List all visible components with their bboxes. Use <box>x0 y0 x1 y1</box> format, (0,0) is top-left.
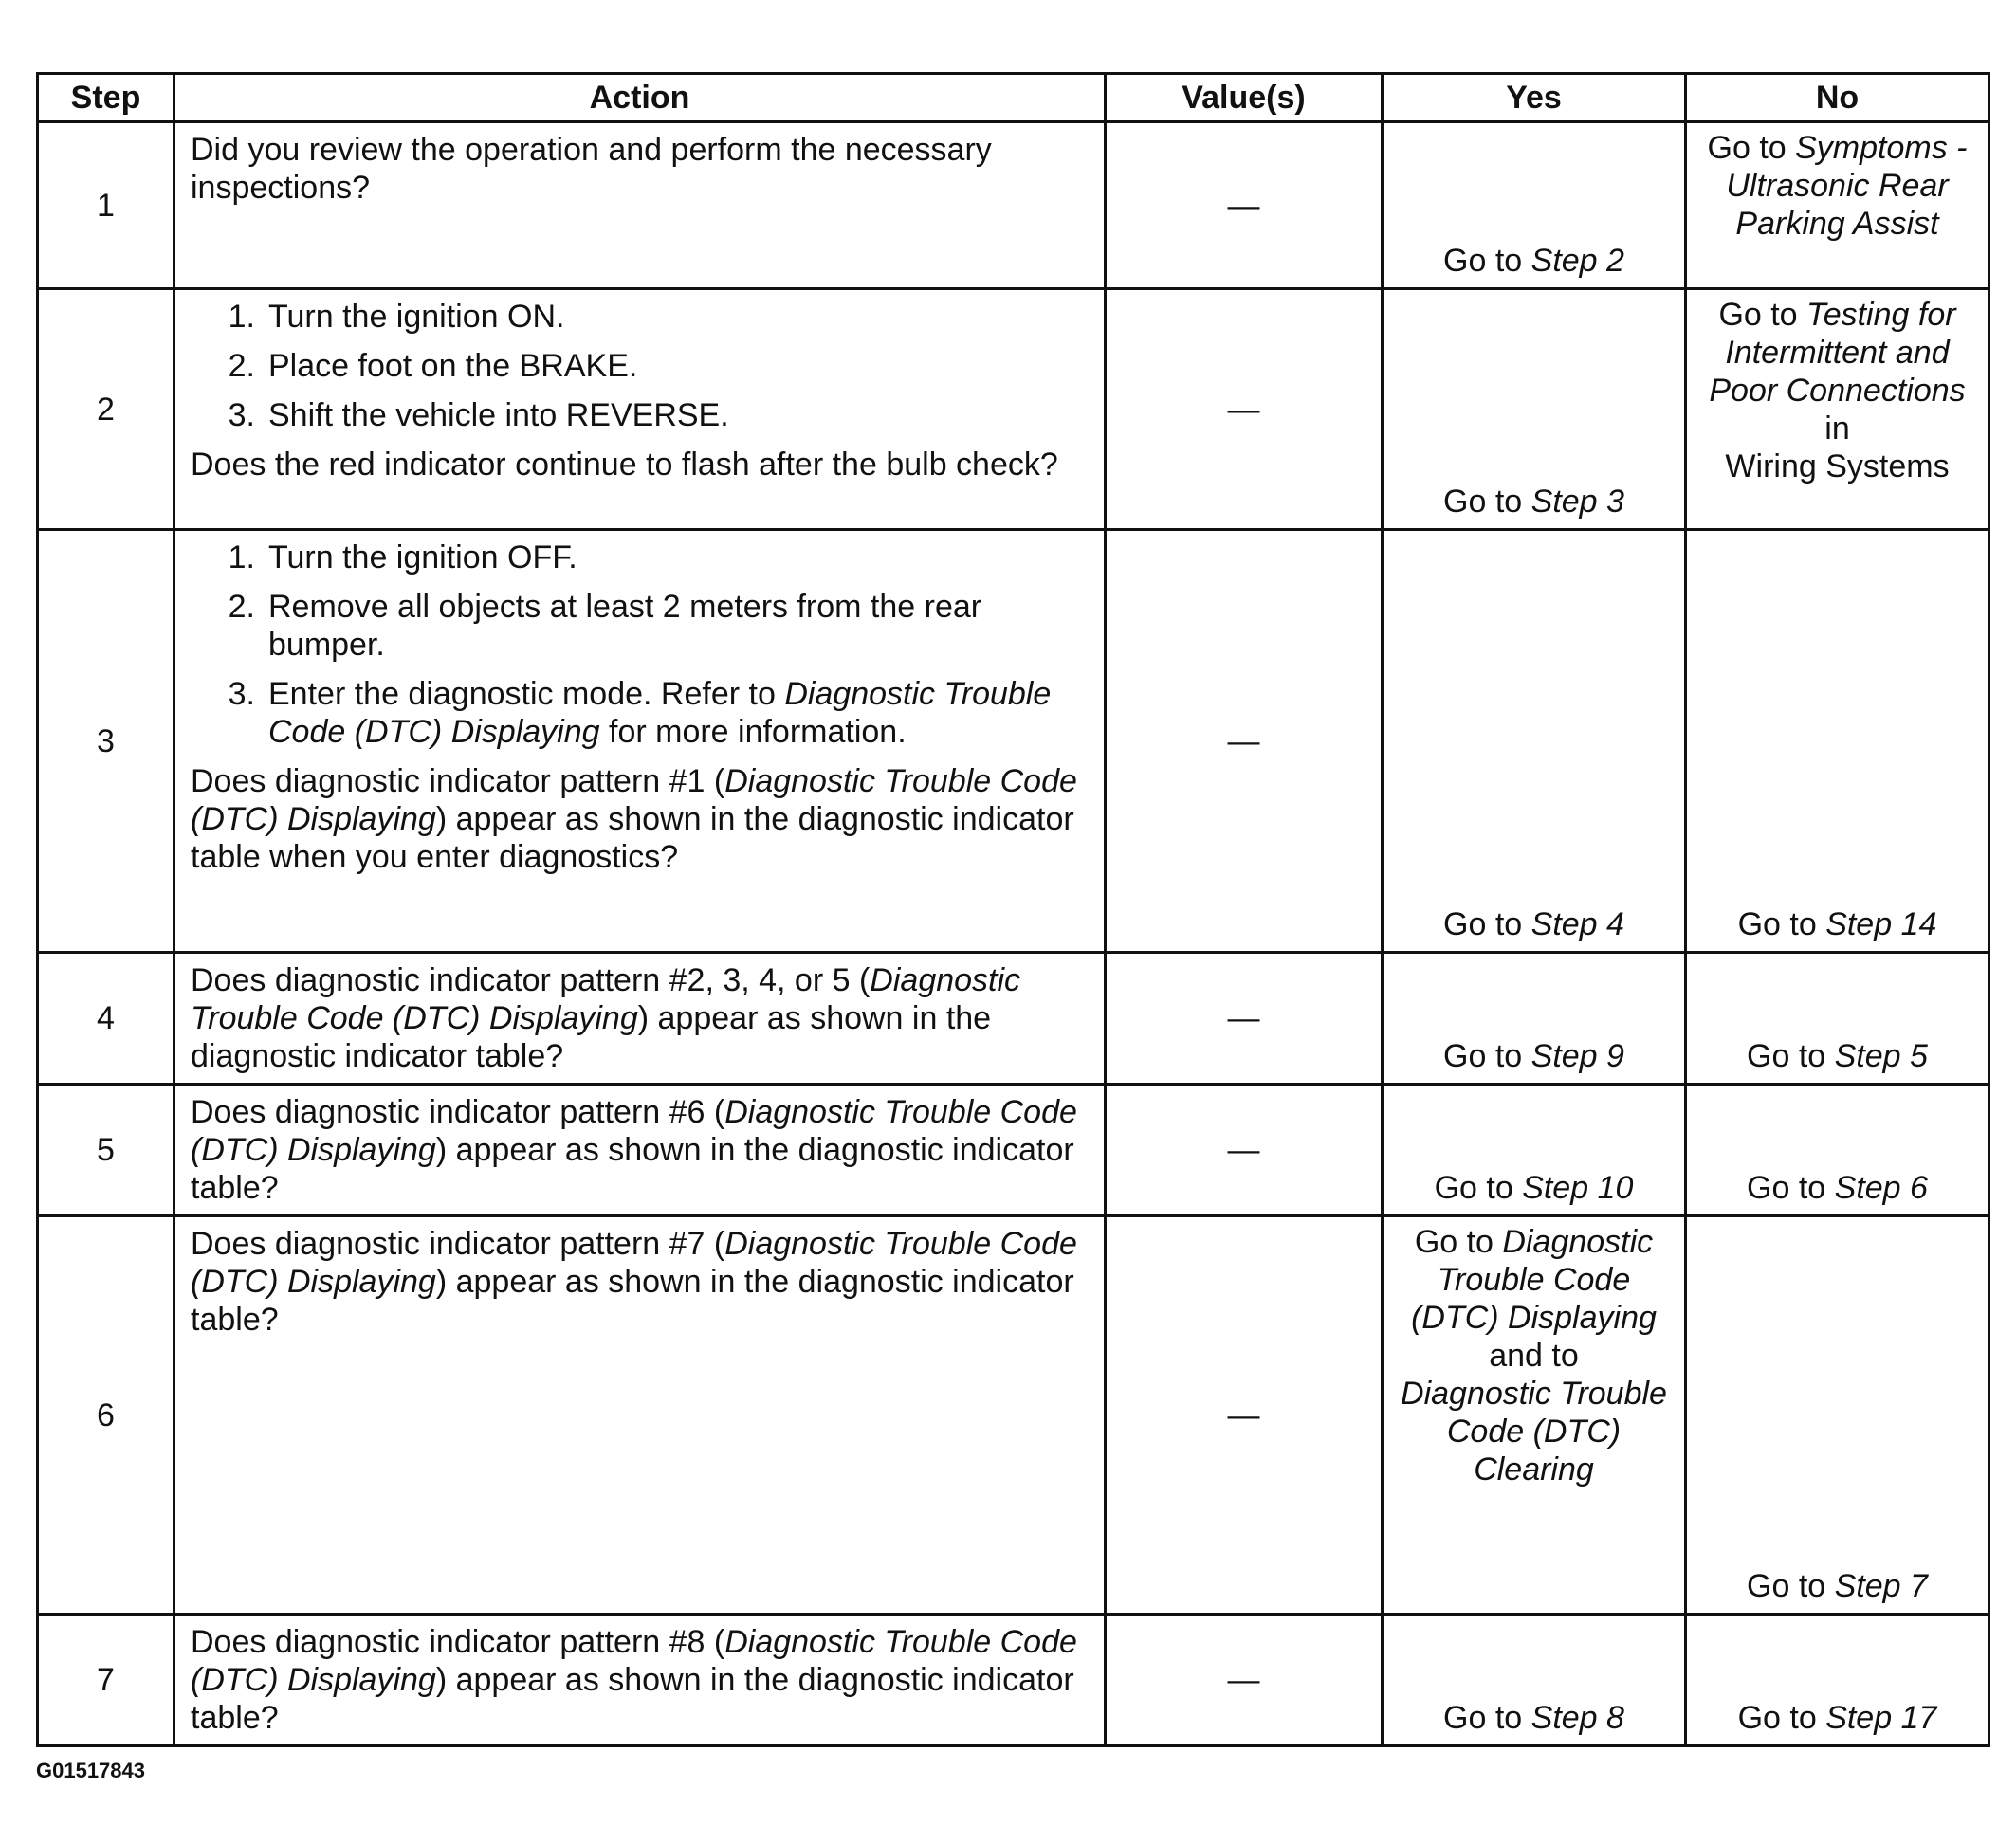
yes-link[interactable]: Diagnostic Trouble Code (DTC) Displaying <box>1411 1224 1657 1336</box>
step-number: 5 <box>38 1085 174 1216</box>
diagnostic-table <box>36 72 1990 1747</box>
yes-link[interactable]: Step 10 <box>1522 1170 1634 1206</box>
yes-link[interactable]: Step 4 <box>1530 906 1624 942</box>
no-prefix: Go to <box>1707 130 1796 166</box>
item-text <box>268 675 1090 751</box>
yes-link[interactable]: Step 3 <box>1530 484 1624 520</box>
table-header-row <box>38 74 1989 122</box>
value-cell: — <box>1106 1615 1383 1746</box>
item-number: 1. <box>228 299 255 335</box>
value-cell: — <box>1106 953 1383 1085</box>
no-prefix: Go to <box>1747 1170 1835 1206</box>
header-yes: Yes <box>1383 74 1686 122</box>
yes-prefix: Go to <box>1443 484 1531 520</box>
value-cell: — <box>1106 122 1383 289</box>
no-link[interactable]: Step 7 <box>1834 1568 1928 1604</box>
yes-mid: and to <box>1489 1338 1579 1374</box>
question-prefix: Does diagnostic indicator pattern #1 ( <box>191 763 725 799</box>
step-number: 2 <box>38 289 174 530</box>
question-link[interactable]: Diagnostic Trouble Code (DTC) Displaying <box>191 763 1077 837</box>
action-cell <box>174 122 1106 289</box>
no-suffix: in <box>1824 411 1850 447</box>
no-cell <box>1686 1085 1989 1216</box>
question-suffix: ) appear as shown in the diagnostic indicator table? <box>191 1264 1074 1338</box>
step-number: 6 <box>38 1216 174 1615</box>
question-link[interactable]: Diagnostic Trouble Code (DTC) Displaying <box>191 1624 1077 1698</box>
action-step-item <box>191 588 1090 664</box>
question-link[interactable]: Diagnostic Trouble Code (DTC) Displaying <box>191 1226 1077 1300</box>
question-link[interactable]: Diagnostic Trouble Code (DTC) Displaying <box>191 1094 1077 1168</box>
step-number: 4 <box>38 953 174 1085</box>
action-steps <box>191 298 1090 434</box>
step-number: 7 <box>38 1615 174 1746</box>
value-cell: — <box>1106 530 1383 953</box>
item-text: Shift the vehicle into REVERSE. <box>268 397 729 433</box>
step-number: 3 <box>38 530 174 953</box>
item-text: Place foot on the BRAKE. <box>268 348 638 384</box>
yes-cell <box>1383 530 1686 953</box>
table-row <box>38 1216 1989 1615</box>
no-cell <box>1686 122 1989 289</box>
action-question <box>191 1225 1090 1339</box>
action-cell <box>174 953 1106 1085</box>
action-step-item <box>191 347 1090 385</box>
question-prefix: Does diagnostic indicator pattern #8 ( <box>191 1624 725 1660</box>
no-link[interactable]: Step 17 <box>1825 1700 1937 1736</box>
no-prefix: Go to <box>1718 297 1807 333</box>
table-row <box>38 1085 1989 1216</box>
yes-link-2[interactable]: Diagnostic Trouble Code (DTC) Clearing <box>1401 1376 1667 1488</box>
action-step-item <box>191 675 1090 751</box>
action-question: Does the red indicator continue to flash after the bulb check? <box>191 447 1058 483</box>
question-prefix: Does diagnostic indicator pattern #2, 3, 4, or 5 ( <box>191 962 871 998</box>
yes-cell <box>1383 289 1686 530</box>
no-link[interactable]: Testing for Intermittent and Poor Connections <box>1709 297 1966 409</box>
question-link[interactable]: Diagnostic Trouble Code (DTC) Displaying <box>191 962 1021 1036</box>
item-number: 1. <box>228 539 255 575</box>
yes-cell <box>1383 953 1686 1085</box>
table-row <box>38 289 1989 530</box>
yes-prefix: Go to <box>1443 906 1531 942</box>
action-cell <box>174 530 1106 953</box>
action-step-item <box>191 539 1090 576</box>
item-number: 2. <box>228 348 255 384</box>
no-link[interactable]: Step 6 <box>1834 1170 1928 1206</box>
no-prefix: Go to <box>1737 906 1826 942</box>
action-step-item <box>191 396 1090 434</box>
question-suffix: ) appear as shown in the diagnostic indicator table? <box>191 1662 1074 1736</box>
no-suffix: Wiring Systems <box>1725 448 1950 484</box>
yes-cell <box>1383 1216 1686 1615</box>
no-link[interactable]: Symptoms - Ultrasonic Rear Parking Assist <box>1726 130 1968 242</box>
question-suffix: ) appear as shown in the diagnostic indicator table? <box>191 1132 1074 1206</box>
no-link[interactable]: Step 14 <box>1825 906 1937 942</box>
yes-prefix: Go to <box>1443 243 1531 279</box>
action-question <box>191 762 1090 876</box>
action-step-item <box>191 298 1090 336</box>
yes-prefix: Go to <box>1414 1224 1503 1260</box>
header-step: Step <box>38 74 174 122</box>
yes-cell <box>1383 122 1686 289</box>
action-question: Did you review the operation and perform the necessary inspections? <box>191 132 992 206</box>
item-text-link[interactable]: Diagnostic Trouble Code (DTC) Displaying <box>268 676 1052 750</box>
item-text: Turn the ignition ON. <box>268 299 565 335</box>
question-prefix: Does diagnostic indicator pattern #7 ( <box>191 1226 725 1262</box>
action-question <box>191 1093 1090 1207</box>
table-row <box>38 530 1989 953</box>
yes-link[interactable]: Step 9 <box>1530 1038 1624 1074</box>
yes-cell <box>1383 1085 1686 1216</box>
header-no: No <box>1686 74 1989 122</box>
yes-prefix: Go to <box>1434 1170 1523 1206</box>
step-number: 1 <box>38 122 174 289</box>
no-cell <box>1686 1216 1989 1615</box>
no-cell <box>1686 289 1989 530</box>
yes-cell <box>1383 1615 1686 1746</box>
figure-id: G01517843 <box>36 1759 145 1782</box>
value-cell: — <box>1106 1216 1383 1615</box>
action-cell <box>174 1085 1106 1216</box>
no-prefix: Go to <box>1747 1038 1835 1074</box>
item-text: Remove all objects at least 2 meters from the rear bumper. <box>268 589 982 663</box>
no-prefix: Go to <box>1747 1568 1835 1604</box>
item-number: 3. <box>228 676 255 712</box>
action-question <box>191 1623 1090 1737</box>
action-cell <box>174 1615 1106 1746</box>
header-action: Action <box>174 74 1106 122</box>
item-text-suffix: for more information. <box>599 714 907 750</box>
table-row <box>38 1615 1989 1746</box>
header-values: Value(s) <box>1106 74 1383 122</box>
no-link[interactable]: Step 5 <box>1834 1038 1928 1074</box>
yes-link[interactable]: Step 2 <box>1530 243 1624 279</box>
item-number: 2. <box>228 589 255 625</box>
question-suffix: ) appear as shown in the diagnostic indicator table when you enter diagnostics? <box>191 801 1074 875</box>
yes-prefix: Go to <box>1443 1038 1531 1074</box>
no-cell <box>1686 530 1989 953</box>
value-cell: — <box>1106 1085 1383 1216</box>
item-number: 3. <box>228 397 255 433</box>
question-prefix: Does diagnostic indicator pattern #6 ( <box>191 1094 725 1130</box>
item-text: Turn the ignition OFF. <box>268 539 577 575</box>
action-question <box>191 961 1090 1075</box>
table-row <box>38 122 1989 289</box>
no-cell <box>1686 1615 1989 1746</box>
yes-prefix: Go to <box>1443 1700 1531 1736</box>
value-cell: — <box>1106 289 1383 530</box>
no-cell <box>1686 953 1989 1085</box>
action-cell <box>174 1216 1106 1615</box>
item-text-prefix: Enter the diagnostic mode. Refer to <box>268 676 785 712</box>
question-suffix: ) appear as shown in the diagnostic indicator table? <box>191 1000 992 1074</box>
action-cell <box>174 289 1106 530</box>
table-row <box>38 953 1989 1085</box>
yes-link[interactable]: Step 8 <box>1530 1700 1624 1736</box>
no-prefix: Go to <box>1737 1700 1826 1736</box>
action-steps <box>191 539 1090 751</box>
